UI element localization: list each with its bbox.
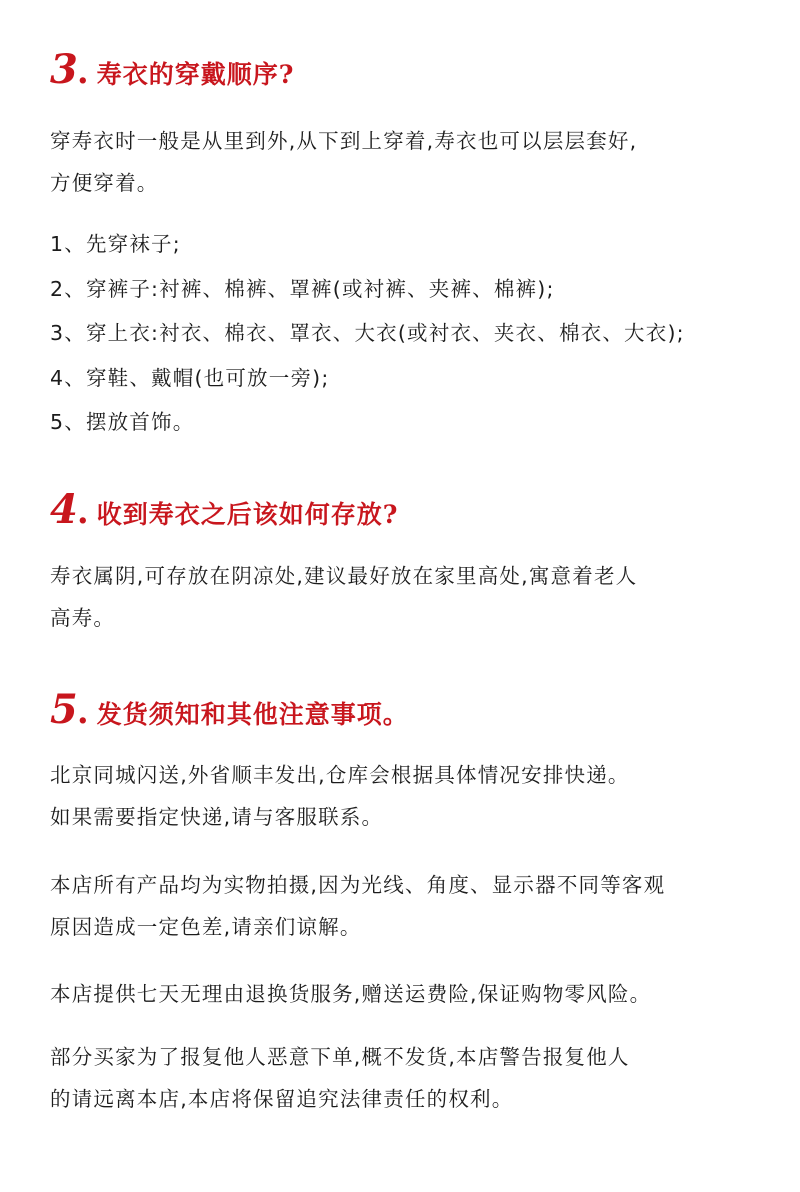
section-number-dot: .	[76, 52, 89, 92]
intro-line: 方便穿着。	[50, 171, 159, 195]
storage-paragraph	[50, 555, 760, 639]
section-number-dot: .	[76, 492, 89, 532]
section-title: 收到寿衣之后该如何存放?	[96, 500, 399, 529]
color-difference-paragraph	[50, 864, 760, 948]
paragraph-line: 本店提供七天无理由退换货服务,赠送运费险,保证购物零风险。	[50, 982, 652, 1006]
section-number: 5	[50, 686, 77, 733]
section-storage	[50, 486, 760, 535]
section-heading	[50, 46, 760, 95]
dressing-intro	[50, 120, 760, 204]
section-title: 发货须知和其他注意事项。	[96, 700, 409, 729]
paragraph-line: 本店所有产品均为实物拍摄,因为光线、角度、显示器不同等客观	[50, 873, 666, 897]
section-heading	[50, 686, 760, 735]
paragraph-line: 原因造成一定色差,请亲们谅解。	[50, 915, 362, 939]
paragraph-line: 高寿。	[50, 606, 116, 630]
return-policy-paragraph	[50, 973, 760, 1015]
paragraph-line: 寿衣属阴,可存放在阴凉处,建议最好放在家里高处,寓意着老人	[50, 564, 638, 588]
list-item: 2、穿裤子:衬裤、棉裤、罩裤(或衬裤、夹裤、棉裤);	[50, 276, 555, 301]
list-item: 1、先穿袜子;	[50, 232, 181, 256]
section-shipping-notes	[50, 686, 760, 735]
shipping-paragraph	[50, 754, 760, 838]
paragraph-line: 如果需要指定快递,请与客服联系。	[50, 805, 384, 829]
section-number: 4	[50, 486, 77, 533]
section-number-dot: .	[76, 692, 89, 732]
section-heading	[50, 486, 760, 535]
section-title: 寿衣的穿戴顺序?	[96, 60, 295, 89]
section-dressing-order	[50, 46, 760, 95]
paragraph-line: 的请远离本店,本店将保留追究法律责任的权利。	[50, 1087, 514, 1111]
intro-line: 穿寿衣时一般是从里到外,从下到上穿着,寿衣也可以层层套好,	[50, 129, 638, 153]
list-item: 3、穿上衣:衬衣、棉衣、罩衣、大衣(或衬衣、夹衣、棉衣、大衣);	[50, 321, 685, 345]
section-number: 3	[50, 46, 77, 93]
dressing-steps-list	[50, 222, 760, 445]
list-item: 4、穿鞋、戴帽(也可放一旁);	[50, 365, 330, 390]
malicious-order-warning-paragraph	[50, 1036, 760, 1120]
paragraph-line: 部分买家为了报复他人恶意下单,概不发货,本店警告报复他人	[50, 1045, 630, 1069]
paragraph-line: 北京同城闪送,外省顺丰发出,仓库会根据具体情况安排快递。	[50, 763, 630, 787]
list-item: 5、摆放首饰。	[50, 410, 195, 434]
